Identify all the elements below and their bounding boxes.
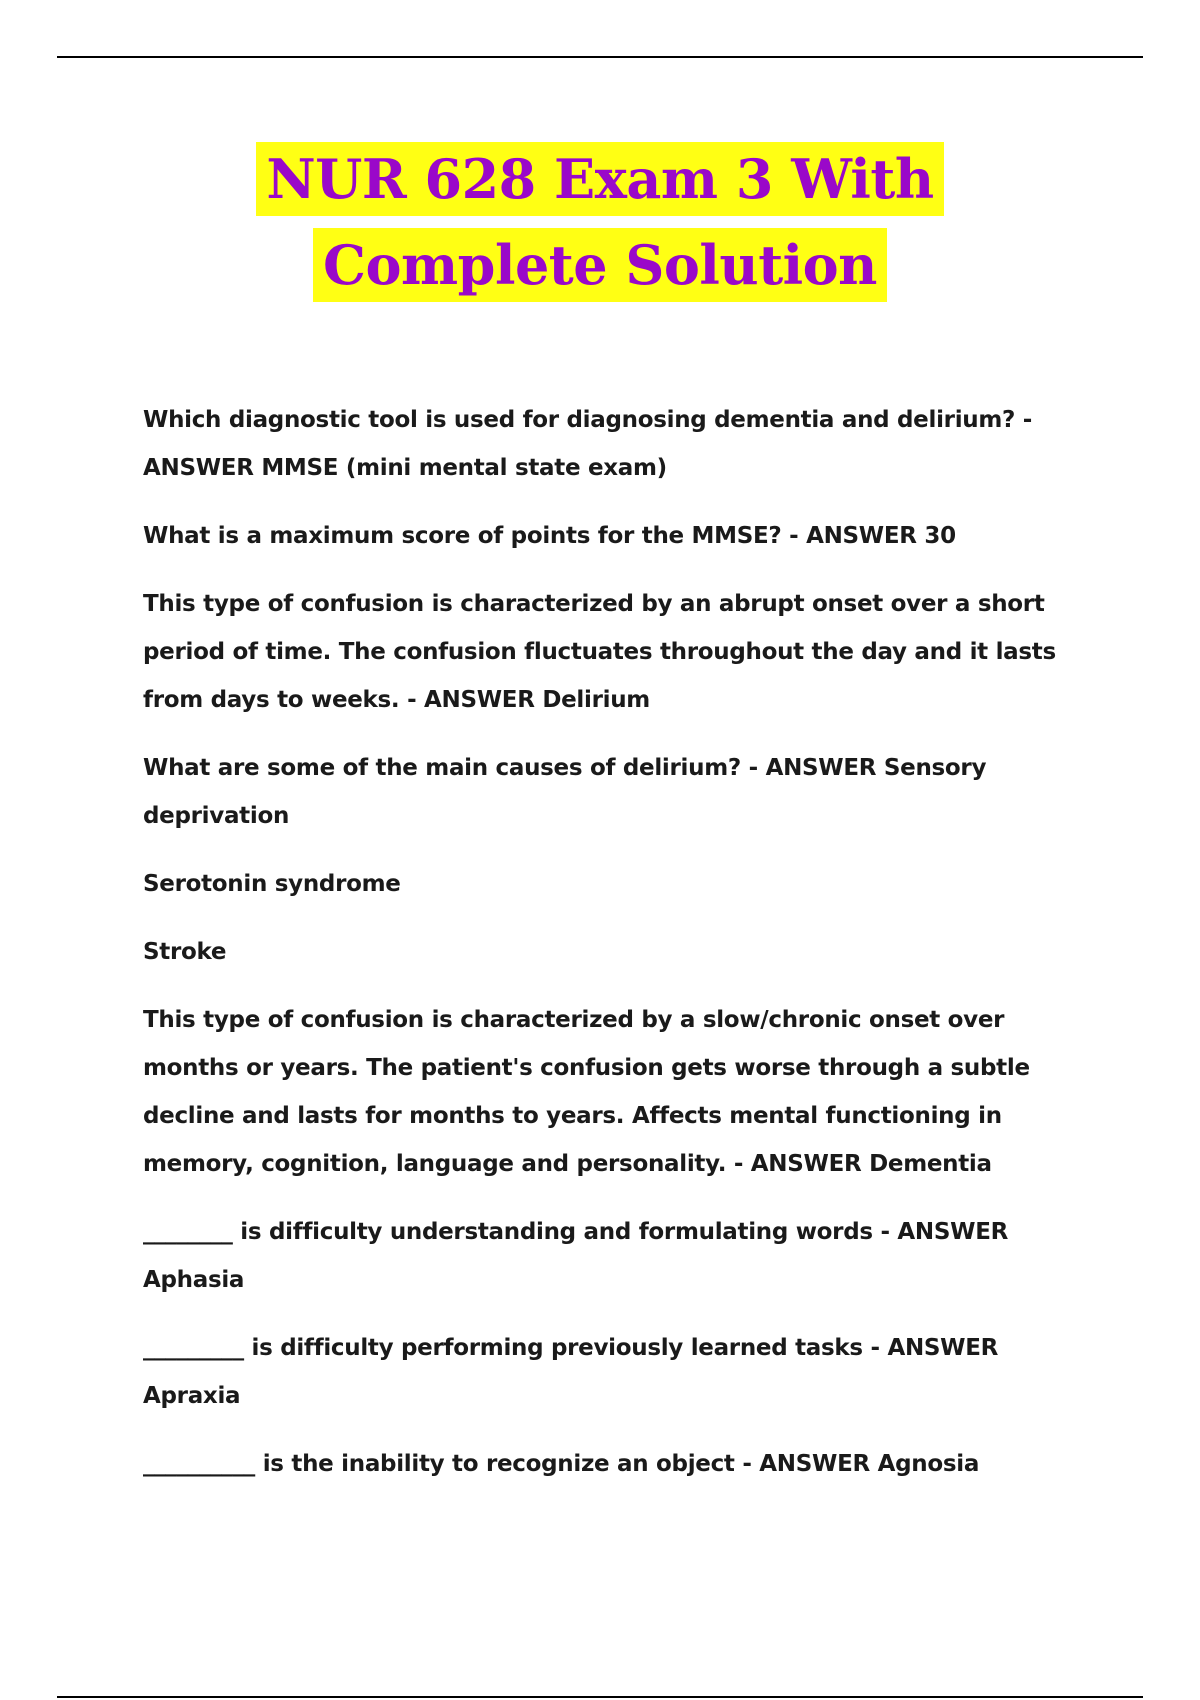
qa-paragraph: Serotonin syndrome: [143, 871, 401, 897]
bottom-rule: [57, 1696, 1143, 1698]
qa-paragraph: __________ is the inability to recognize an object - ANSWER Agnosia: [143, 1451, 980, 1477]
qa-paragraph: This type of confusion is characterized by an abrupt onset over a short period of time. The confusion fluctuates throughout the day and it lasts from days to weeks. - ANSWER Delirium: [143, 591, 1056, 713]
title-line-2: Complete Solution: [313, 228, 887, 302]
qa-paragraph: What are some of the main causes of delirium? - ANSWER Sensory deprivation: [143, 755, 987, 829]
document-title: [0, 142, 1200, 314]
title-line-1: NUR 628 Exam 3 With: [256, 142, 943, 216]
qa-paragraph: _________ is difficulty performing previously learned tasks - ANSWER Apraxia: [143, 1335, 999, 1409]
qa-paragraph: What is a maximum score of points for the MMSE? - ANSWER 30: [143, 523, 956, 549]
qa-paragraph: This type of confusion is characterized by a slow/chronic onset over months or years. The patient's confusion gets worse through a subtle decline and lasts for months to years. Affects mental functioning in memory, cognition, language and personality. - ANSWER Dementia: [143, 1007, 1030, 1177]
top-rule: [57, 56, 1143, 58]
qa-paragraph: Which diagnostic tool is used for diagnosing dementia and delirium? - ANSWER MMSE (mini mental state exam): [143, 407, 1033, 481]
document-body: [143, 396, 1103, 1508]
qa-paragraph: ________ is difficulty understanding and formulating words - ANSWER Aphasia: [143, 1219, 1009, 1293]
qa-paragraph: Stroke: [143, 939, 227, 965]
